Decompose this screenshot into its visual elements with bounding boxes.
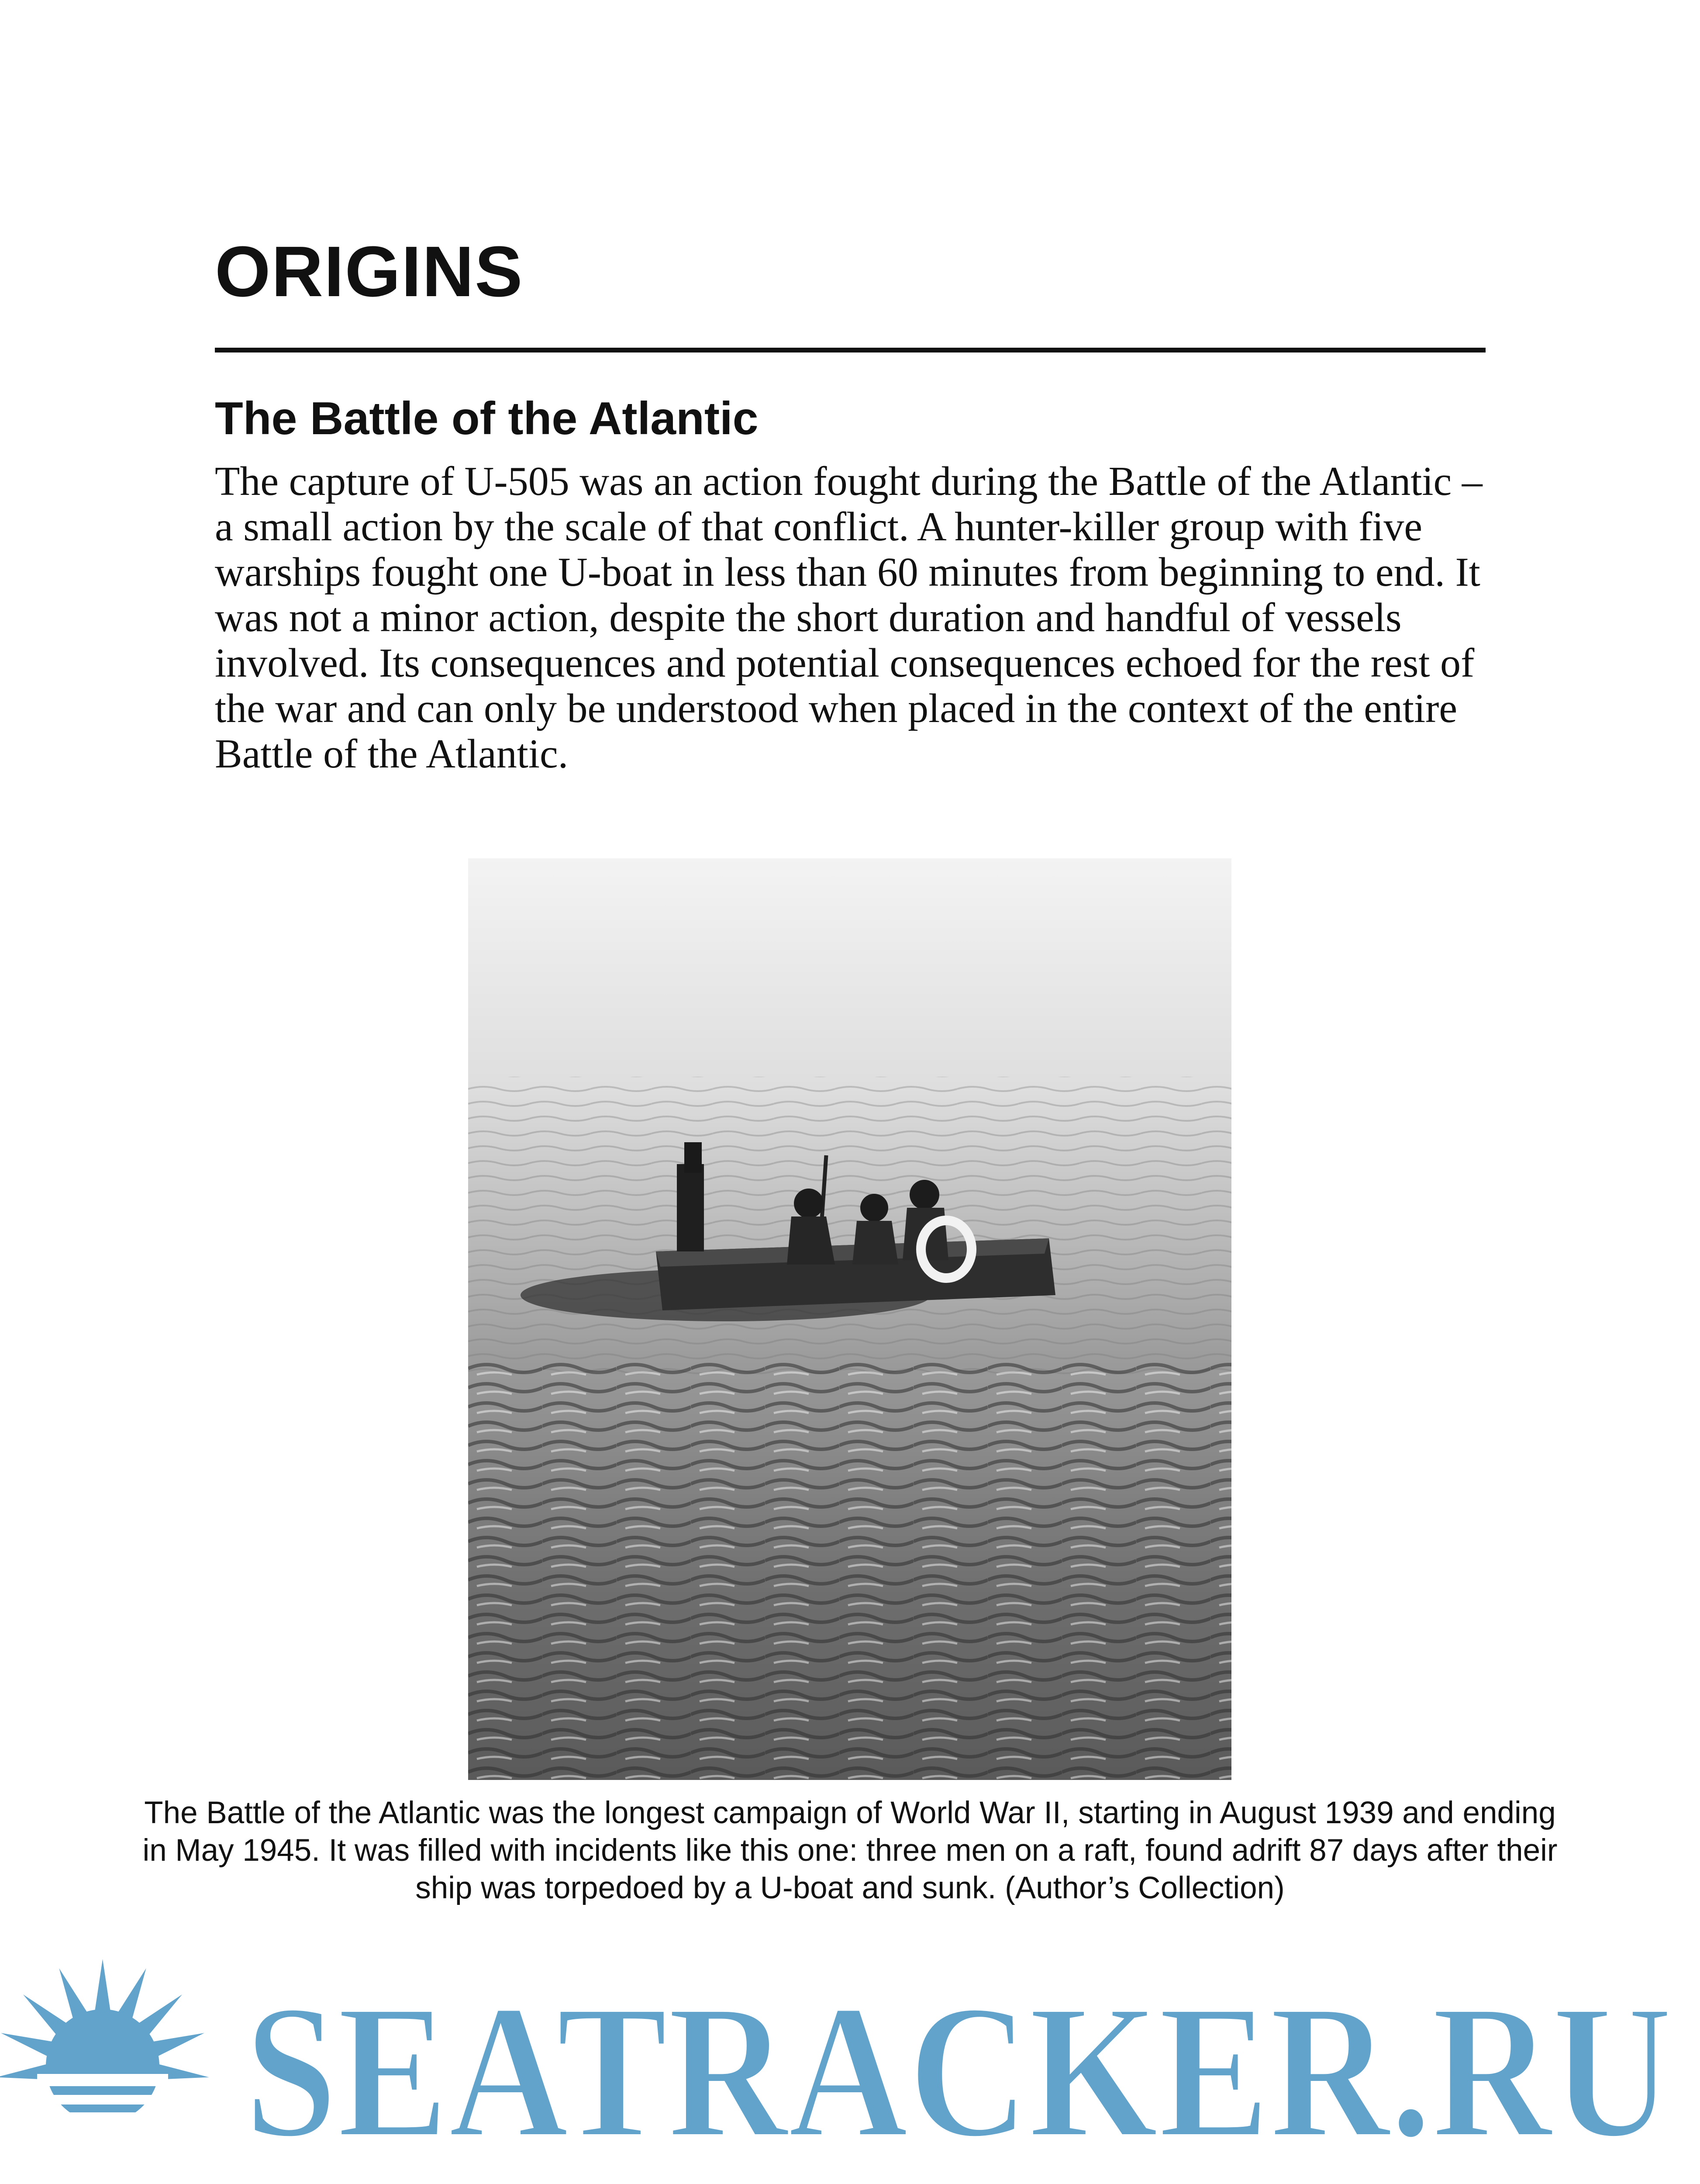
title-rule <box>215 348 1486 352</box>
chapter-title: ORIGINS <box>215 232 524 311</box>
watermark-text: SEATRACKER.RU <box>245 1965 1672 2178</box>
photo-raft-survivors <box>468 858 1231 1780</box>
photo-caption: The Battle of the Atlantic was the longest campaign of World War II, starting in August 1939 and ending in May 1945. It was filled with incidents like this one: three men on a raft, found adrift 87 days after their ship was torpedoed by a U-boat and sunk. (Author’s Collection) <box>142 1796 1558 1905</box>
body-paragraph: The capture of U-505 was an action fought during the Battle of the Atlantic – a small action by the scale of that conflict. A hunter-killer group with five warships fought one U-boat in less than 60 minutes from beginning to end. It was not a minor action, despite the short duration and handful of vessels involved. Its consequences and potential consequences echoed for the rest of the war and can only be understood when placed in the context of the entire Battle of the Atlantic. <box>215 459 1483 777</box>
watermark <box>0 1939 1700 2184</box>
section-heading: The Battle of the Atlantic <box>215 393 759 444</box>
sun-burst-icon <box>0 1959 210 2184</box>
